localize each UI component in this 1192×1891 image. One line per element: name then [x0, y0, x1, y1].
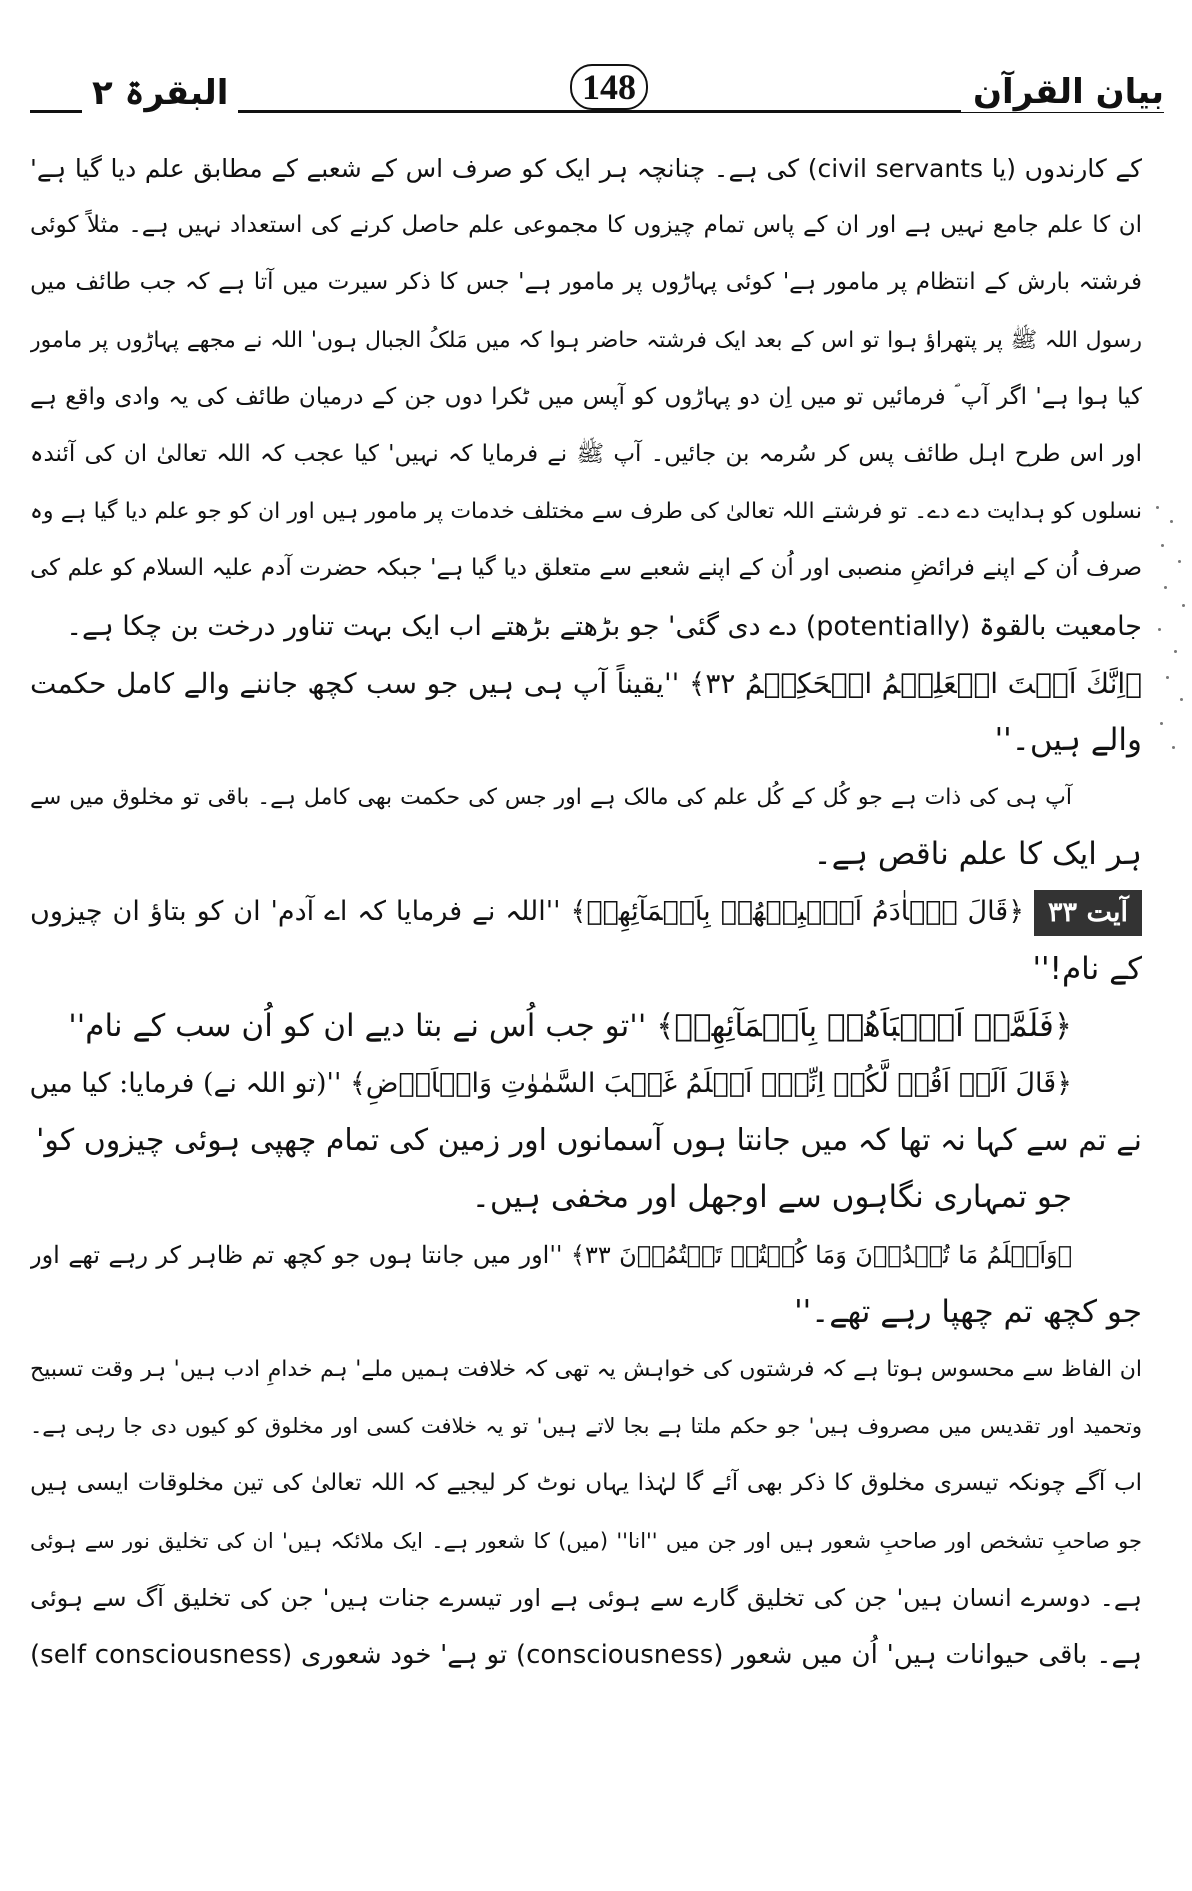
- text-line: کے نام!'': [1032, 950, 1142, 987]
- text-line: ان کا علم جامع نہیں ہے اور ان کے پاس تمام چیزوں کا مجموعی علم حاصل کرنے کی استعداد نہیں ہے۔ مثلاً کوئی: [30, 212, 1142, 239]
- ayah-line: ﴿فَلَمَّاۤ اَنۡۢبَاَهُمۡ بِاَسۡمَآئِهِمۡ﴾ ''تو جب اُس نے بتا دیے ان کو اُن سب کے نام'': [68, 1007, 1072, 1044]
- text-line: جو تمہاری نگاہوں سے اوجھل اور مخفی ہیں۔: [471, 1179, 1072, 1216]
- text-line: رسول اللہ ﷺ پر پتھراؤ ہوا تو اس کے بعد ایک فرشتہ حاضر ہوا کہ میں مَلکُ الجبال ہوں' اللہ نے مجھے پہاڑوں پر مامور: [30, 327, 1142, 353]
- text-line: ہے۔ دوسرے انسان ہیں' جن کی تخلیق گارے سے ہوئی ہے اور تیسرے جنات ہیں' جن کی تخلیق آگ سے ہوئی: [30, 1583, 1142, 1612]
- page-header: [30, 67, 1164, 116]
- ayah-line: [30, 883, 1142, 940]
- page-number: 148: [570, 64, 648, 110]
- text-line: جو کچھ تم چھپا رہے تھے۔'': [794, 1293, 1142, 1330]
- text-line: وتحمید اور تقدیس میں مصروف ہیں' جو حکم ملتا ہے بجا لاتے ہیں' تو یہ خلافت کسی اور مخلوق کو کیوں دی جا رہی ہے۔: [30, 1414, 1142, 1439]
- ayah-line: ﴿قَالَ اَلَمۡ اَقُلۡ لَّكُمۡ اِنِّىۡۤ اَعۡلَمُ غَيۡبَ السَّمٰوٰتِ وَالۡاَرۡضِ﴾ ''(تو اللہ نے) فرمایا: کیا میں: [30, 1068, 1072, 1099]
- ayah-badge: آیت ۳۳: [1034, 890, 1142, 936]
- ayah-line: ﴿وَاَعۡلَمُ مَا تُبۡدُوۡنَ وَمَا كُنۡتُمۡ تَكۡتُمُوۡنَ ۳۳﴾ ''اور میں جانتا ہوں جو کچھ تم ظاہر کر رہے تھے اور: [30, 1240, 1073, 1269]
- text-line: اور اس طرح اہل طائف پس کر سُرمہ بن جائیں۔ آپ ﷺ نے فرمایا کہ نہیں' کیا عجب کہ اللہ تعالیٰ ان کی آئندہ: [30, 440, 1142, 467]
- text-line: جو صاحبِ تشخص اور صاحبِ شعور ہیں اور جن میں ''انا'' (میں) کا شعور ہے۔ ایک ملائکہ ہیں' ان کی تخلیق نور سے ہوئی: [30, 1528, 1142, 1553]
- text-line: ان الفاظ سے محسوس ہوتا ہے کہ فرشتوں کی خواہش یہ تھی کہ خلافت ہمیں ملے' ہم خدامِ ادب ہیں' ہر وقت تسبیح: [30, 1356, 1142, 1382]
- text-line: نے تم سے کہا نہ تھا کہ میں جانتا ہوں آسمانوں اور زمین کی تمام چھپی ہوئی چیزوں کو': [36, 1123, 1142, 1159]
- text-line: اب آگے چونکہ تیسری مخلوق کا ذکر بھی آئے گا لہٰذا یہاں نوٹ کر لیجیے کہ اللہ تعالیٰ کی تین مخلوقات ایسی ہیں: [30, 1470, 1142, 1497]
- scan-noise: [1152, 500, 1192, 760]
- text-line: کے کارندوں (یا civil servants) کی ہے۔ چنانچہ ہر ایک کو صرف اس کے شعبے کے مطابق علم دیا گیا ہے': [30, 154, 1142, 183]
- text-line: ہر ایک کا علم ناقص ہے۔: [813, 836, 1142, 873]
- text-line: والے ہیں۔'': [994, 721, 1142, 758]
- text-line: نسلوں کو ہدایت دے دے۔ تو فرشتے اللہ تعالیٰ کی طرف سے مختلف خدمات پر مامور ہیں اور ان کو جو علم دیا گیا ہے وہ: [30, 499, 1142, 525]
- text-line: ہے۔ باقی حیوانات ہیں' اُن میں شعور (consciousness) تو ہے' خود شعوری (self consciousness): [30, 1639, 1142, 1670]
- book-title: بیان القرآن: [961, 72, 1164, 112]
- text-line: صرف اُن کے اپنے فرائضِ منصبی اور اُن کے اپنے شعبے سے متعلق دیا گیا ہے' جبکہ حضرت آدم علیہ السلام کو علم کی: [30, 555, 1142, 582]
- text-line: فرشتہ بارش کے انتظام پر مامور ہے' کوئی پہاڑوں پر مامور ہے' جس کا ذکر سیرت میں آتا ہے کہ جب طائف میں: [30, 269, 1142, 296]
- ayah-line: ﴿اِنَّكَ اَنۡتَ الۡعَلِيۡمُ الۡحَكِيۡمُ ۳۲﴾ ''یقیناً آپ ہی ہیں جو سب کچھ جاننے والے کامل حکمت: [30, 666, 1142, 700]
- text-line: آپ ہی کی ذات ہے جو کُل کے کُل علم کی مالک ہے اور جس کی حکمت بھی کامل ہے۔ باقی تو مخلوق میں سے: [30, 785, 1072, 811]
- surah-title: البقرۃ ۲: [82, 72, 238, 113]
- page-body: [30, 140, 1142, 1684]
- text-line: جامعیت بالقوۃ (potentially) دے دی گئی' جو بڑھتے بڑھتے اب ایک بہت تناور درخت بن چکا ہے۔: [66, 610, 1142, 642]
- text-line: کیا ہوا ہے' اگر آپ ؐ فرمائیں تو میں اِن دو پہاڑوں کو آپس میں ٹکرا دوں جن کے درمیان طائف کی یہ وادی واقع ہے: [30, 383, 1142, 410]
- ayah-text: ﴿قَالَ يٰۤاٰدَمُ اَنۡۢبِئۡهُمۡ بِاَسۡمَآئِهِمۡ﴾ ''اللہ نے فرمایا کہ اے آدم' ان کو بتاؤ ان چیزوں: [30, 896, 1025, 928]
